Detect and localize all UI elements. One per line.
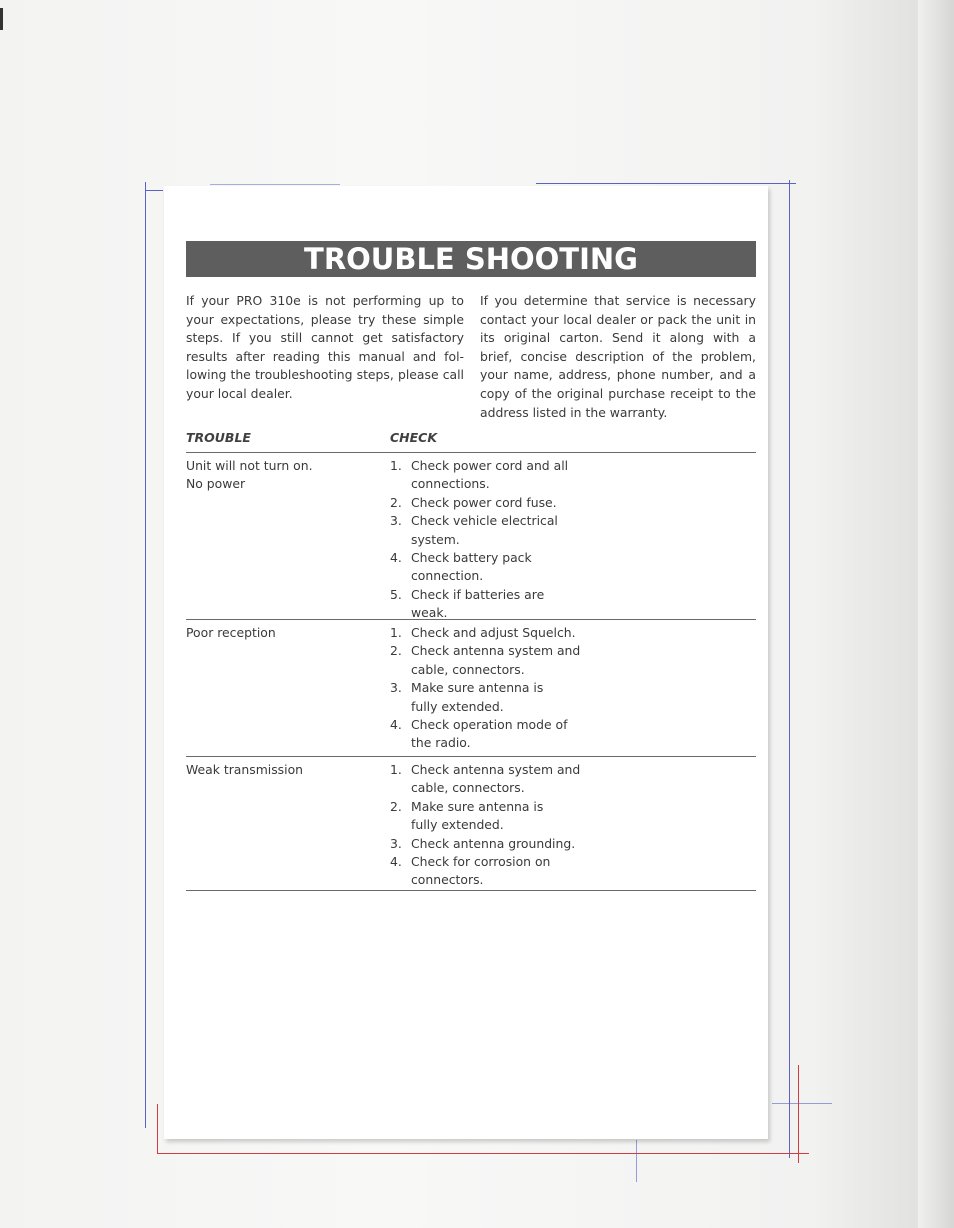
check-item: [390, 835, 620, 853]
check-number: 1.: [390, 458, 402, 473]
scan-corner-mark: [0, 8, 3, 30]
check-text: connectors.: [411, 872, 484, 888]
check-item: [390, 761, 620, 798]
trouble-text: No power: [186, 476, 246, 492]
check-text: Make sure antenna is: [411, 798, 544, 814]
guide-line-right: [789, 180, 790, 1158]
check-item: [390, 642, 620, 679]
guide-line-right-tick: [772, 1103, 832, 1104]
trouble-cell: [186, 457, 376, 494]
guide-line-top: [536, 183, 796, 184]
manual-page: [164, 186, 768, 1139]
check-item: [390, 457, 620, 494]
check-number: 4.: [390, 550, 402, 566]
trouble-cell: [186, 761, 376, 779]
check-item: [390, 512, 620, 549]
guide-line-right-red: [798, 1065, 799, 1163]
check-text: system.: [411, 531, 460, 547]
check-item: [390, 716, 620, 753]
table-row: [186, 453, 756, 620]
check-list: [390, 761, 620, 890]
check-text: connections.: [411, 476, 490, 492]
check-text: Check power cord and all: [411, 458, 569, 473]
check-text: cable, connectors.: [411, 661, 525, 677]
check-item: [390, 853, 620, 890]
check-item: [390, 494, 620, 512]
scan-edge-shadow: [918, 0, 954, 1228]
check-text: Check for corrosion on: [411, 854, 551, 870]
intro-paragraph-left: If your PRO 310e is not performing up to your expectations, please try these simple steps. If you still cannot get satisfactory results after reading this manual and fol- lowing the troubleshooting steps, please call your local dealer.: [186, 293, 464, 401]
check-list: [390, 624, 620, 753]
guide-line-bottom-left: [157, 1104, 158, 1154]
table-header: [186, 430, 756, 453]
header-check: CHECK: [390, 430, 438, 445]
check-text: connection.: [411, 568, 484, 584]
check-text: Check battery pack: [411, 550, 532, 566]
check-text: fully extended.: [411, 817, 504, 833]
check-number: 4.: [390, 717, 402, 733]
intro-paragraph-right: If you determine that service is necessary contact your local dealer or pack the unit in its original carton. Send it along with a brief, concise description of the problem, your name, address, phone number, and a copy of the original purchase receipt to the address listed in the warranty.: [480, 293, 756, 420]
trouble-cell: [186, 624, 376, 642]
table-row: [186, 620, 756, 757]
check-number: 1.: [390, 625, 402, 640]
check-item: [390, 624, 620, 642]
check-text: Check vehicle electrical: [411, 513, 558, 529]
check-number: 1.: [390, 762, 402, 777]
check-item: [390, 549, 620, 586]
check-text: weak.: [411, 605, 448, 621]
check-text: the radio.: [411, 735, 471, 751]
guide-line-top-faint: [210, 184, 340, 185]
check-number: 2.: [390, 798, 402, 814]
trouble-text: Weak transmission: [186, 762, 304, 777]
guide-line-top-left-tick: [145, 190, 163, 191]
check-text: Check and adjust Squelch.: [411, 625, 576, 640]
check-number: 2.: [390, 494, 402, 510]
check-item: [390, 679, 620, 716]
check-text: Check if batteries are: [411, 586, 545, 602]
page-title: TROUBLE SHOOTING: [304, 242, 638, 276]
guide-line-bottom: [157, 1153, 809, 1154]
check-text: Check antenna system and: [411, 643, 581, 659]
check-item: [390, 798, 620, 835]
trouble-text: Poor reception: [186, 625, 276, 640]
check-number: 3.: [390, 513, 402, 529]
trouble-text: Unit will not turn on.: [186, 458, 313, 473]
check-text: cable, connectors.: [411, 780, 525, 796]
title-bar: [186, 241, 756, 277]
check-text: Check operation mode of: [411, 717, 568, 733]
check-list: [390, 457, 620, 623]
guide-line-bottom-stroke: [636, 1140, 637, 1182]
check-item: [390, 586, 620, 623]
check-text: Check antenna system and: [411, 762, 581, 777]
guide-line-left: [145, 182, 146, 1128]
check-text: Check antenna grounding.: [411, 835, 576, 851]
check-number: 2.: [390, 643, 402, 659]
check-number: 4.: [390, 854, 402, 870]
check-text: Check power cord fuse.: [411, 494, 557, 510]
check-number: 5.: [390, 586, 402, 602]
header-trouble: TROUBLE: [186, 430, 251, 445]
check-text: Make sure antenna is: [411, 680, 544, 696]
check-text: fully extended.: [411, 698, 504, 714]
table-row: [186, 757, 756, 891]
check-number: 3.: [390, 680, 402, 696]
check-number: 3.: [390, 835, 402, 851]
